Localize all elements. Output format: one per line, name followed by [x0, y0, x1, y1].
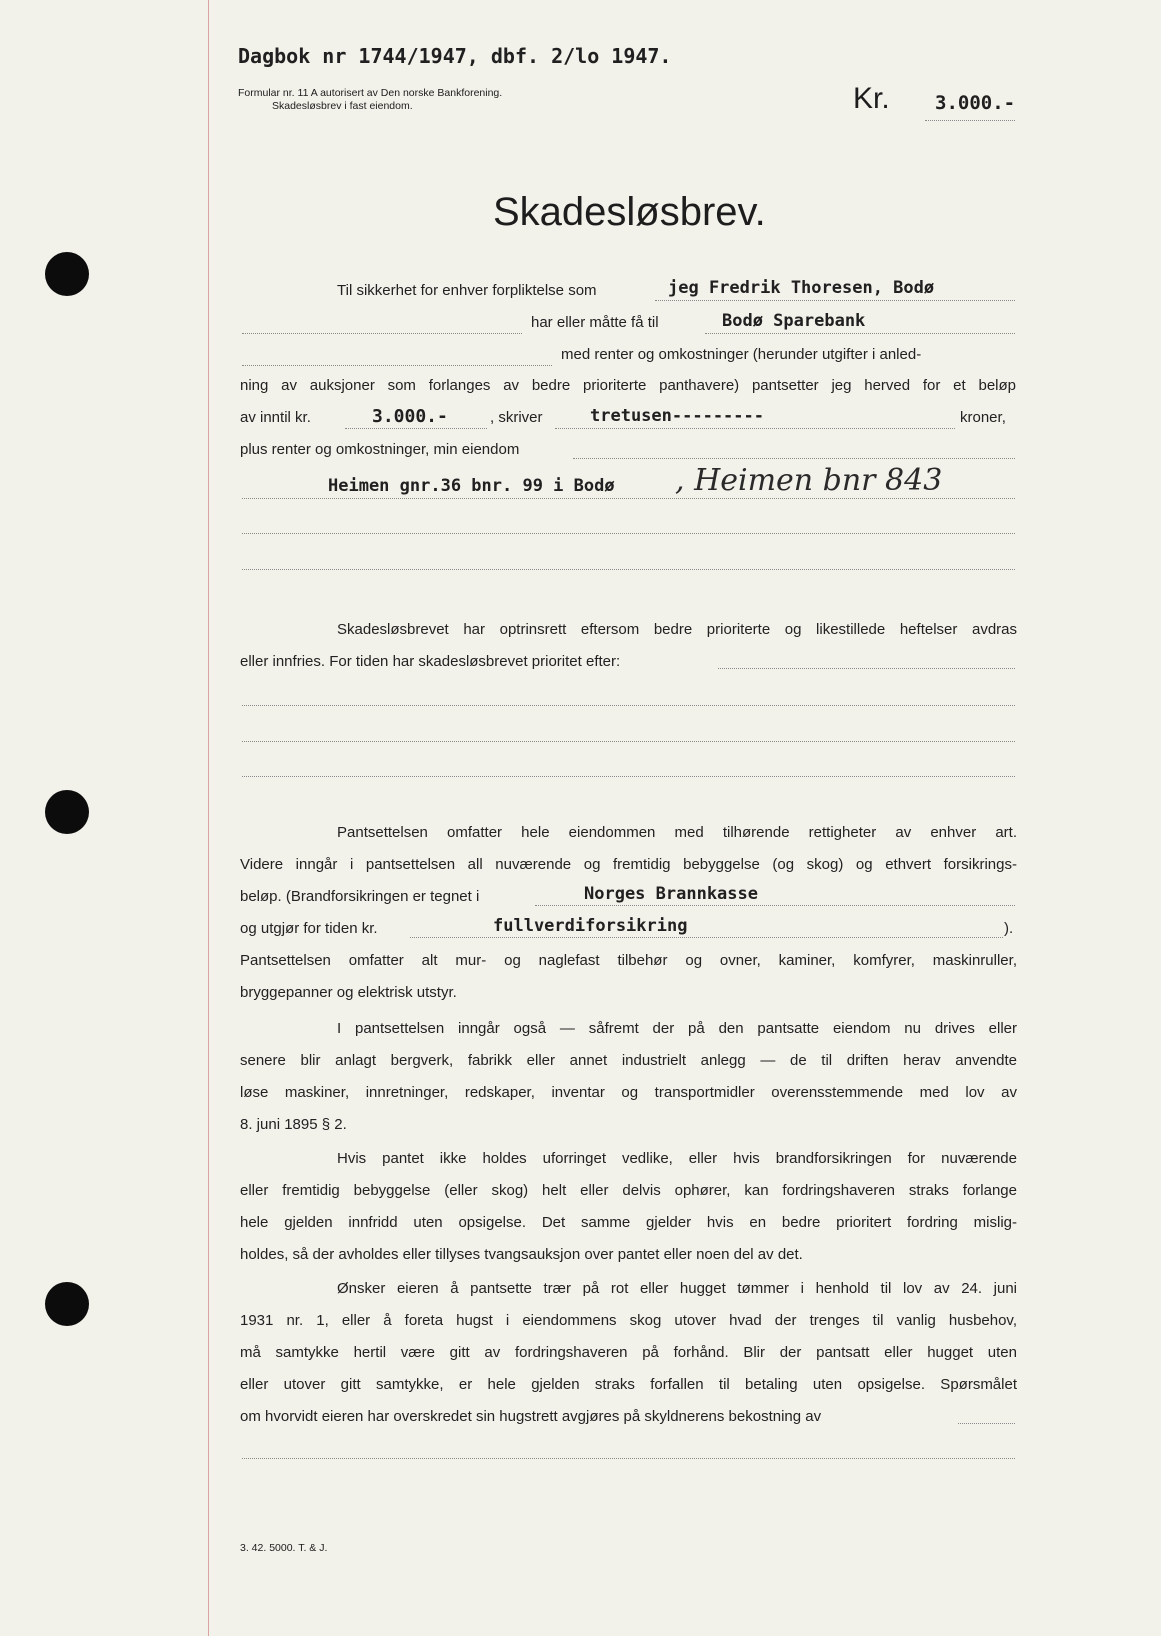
text-line: løse maskiner, innretninger, redskaper, inventar og transportmidler overensstemmende med lov av — [240, 1084, 1017, 1101]
fill-line — [925, 120, 1015, 121]
text-line: om hvorvidt eieren har overskredet sin hugstrett avgjøres på skyldnerens bekostning av — [240, 1408, 822, 1425]
fill-line — [242, 365, 552, 366]
field-label: , skriver — [490, 409, 543, 426]
dagbok-stamp: Dagbok nr 1744/1947, dbf. 2/lo 1947. — [238, 44, 672, 68]
text-line: 1931 nr. 1, eller å foreta hugst i eiendommens skog utover hvad der trenges til vanlig husbehov, — [240, 1312, 1017, 1329]
fill-line — [655, 300, 1015, 301]
fill-line — [242, 741, 1015, 742]
punch-hole-icon — [45, 1282, 89, 1326]
form-notice-line: Formular nr. 11 A autorisert av Den norske Bankforening. — [238, 87, 503, 99]
text-line: bryggepanner og elektrisk utstyr. — [240, 984, 457, 1001]
text-line: 8. juni 1895 § 2. — [240, 1116, 347, 1133]
field-label: har eller måtte få til — [531, 314, 659, 331]
text-line: Videre inngår i pantsettelsen all nuværende og fremtidig bebyggelse (og skog) og ethvert forsikrings- — [240, 856, 1017, 873]
fill-line — [242, 333, 522, 334]
fill-line — [535, 905, 1015, 906]
fill-line — [242, 705, 1015, 706]
text-line: eller utover gitt samtykke, er hele gjelden straks forfallen til betaling uten opsigelse. Spørsmålet — [240, 1376, 1017, 1393]
text-line: Pantsettelsen omfatter alt mur- og naglefast tilbehør og ovner, kaminer, komfyrer, maskinruller, — [240, 952, 1017, 969]
text-line: ning av auksjoner som forlanges av bedre prioriterte panthavere) pantsetter jeg herved for et beløp — [240, 377, 1016, 394]
fill-line — [705, 333, 1015, 334]
text-line: holdes, så der avholdes eller tillyses tvangsauksjon over pantet eller noen del av det. — [240, 1246, 803, 1263]
creditor-name: Bodø Sparebank — [722, 311, 866, 331]
fill-line — [242, 1458, 1015, 1459]
amount-words: tretusen--------- — [590, 406, 764, 426]
form-notice — [238, 87, 502, 113]
field-label: beløp. (Brandforsikringen er tegnet i — [240, 888, 480, 905]
fill-line — [718, 668, 1015, 669]
field-label: plus renter og omkostninger, min eiendom — [240, 441, 520, 458]
text-line: Skadesløsbrevet har optrinsrett eftersom bedre prioriterte og likestillede heftelser avdras — [337, 621, 1017, 638]
text-line: Pantsettelsen omfatter hele eiendommen med tilhørende rettigheter av enhver art. — [337, 824, 1017, 841]
text-line: senere blir anlagt bergverk, fabrikk eller annet industrielt anlegg — de til driften herav anvendte — [240, 1052, 1017, 1069]
fill-line — [242, 498, 1015, 499]
fill-line — [410, 937, 1003, 938]
punch-hole-icon — [45, 790, 89, 834]
kr-label: Kr. — [853, 82, 890, 115]
text-line: eller fremtidig bebyggelse (eller skog) helt eller delvis ophører, kan fordringshaveren straks forlange — [240, 1182, 1017, 1199]
text-line: eller innfries. For tiden har skadesløsbrevet prioritet efter: — [240, 653, 621, 670]
field-label: og utgjør for tiden kr. — [240, 920, 378, 937]
field-label: Til sikkerhet for enhver forpliktelse som — [337, 282, 597, 299]
fill-line — [242, 776, 1015, 777]
text-line: med renter og omkostninger (herunder utgifter i anled- — [561, 346, 922, 363]
field-label: av inntil kr. — [240, 409, 311, 426]
print-code: 3. 42. 5000. T. & J. — [240, 1542, 328, 1554]
handwritten-note: , Heimen bnr 843 — [675, 463, 943, 498]
text-line: Hvis pantet ikke holdes uforringet vedlike, eller hvis brandforsikringen for nuværende — [337, 1150, 1017, 1167]
text-line: I pantsettelsen inngår også — såfremt der på den pantsatte eiendom nu drives eller — [337, 1020, 1017, 1037]
fill-line — [958, 1423, 1015, 1424]
text-line: Ønsker eieren å pantsette trær på rot eller hugget tømmer i henhold til lov av 24. juni — [337, 1280, 1017, 1297]
insurer-name: Norges Brannkasse — [584, 884, 758, 904]
punch-hole-icon — [45, 252, 89, 296]
debtor-name: jeg Fredrik Thoresen, Bodø — [668, 278, 935, 298]
fill-line — [555, 428, 955, 429]
text-line: hele gjelden innfridd uten opsigelse. Det samme gjelder hvis en bedre prioritert fordring mislig- — [240, 1214, 1017, 1231]
fill-line — [242, 533, 1015, 534]
property-description: Heimen gnr.36 bnr. 99 i Bodø — [328, 476, 615, 496]
margin-line — [208, 0, 209, 1636]
fill-line — [242, 569, 1015, 570]
amount-figures: 3.000.- — [372, 406, 448, 427]
text-line: må samtykke hertil være gitt av fordringshaveren på forhånd. Blir der pantsatt eller hugget uten — [240, 1344, 1017, 1361]
kr-amount: 3.000.- — [935, 92, 1016, 114]
document-title: Skadesløsbrev. — [493, 190, 766, 234]
field-label: kroner, — [960, 409, 1006, 426]
form-notice-line: Skadesløsbrev i fast eiendom. — [272, 100, 413, 112]
field-label: ). — [1004, 920, 1014, 937]
fill-line — [345, 428, 487, 429]
insurance-amount: fullverdiforsikring — [493, 916, 688, 936]
fill-line — [573, 458, 1015, 459]
